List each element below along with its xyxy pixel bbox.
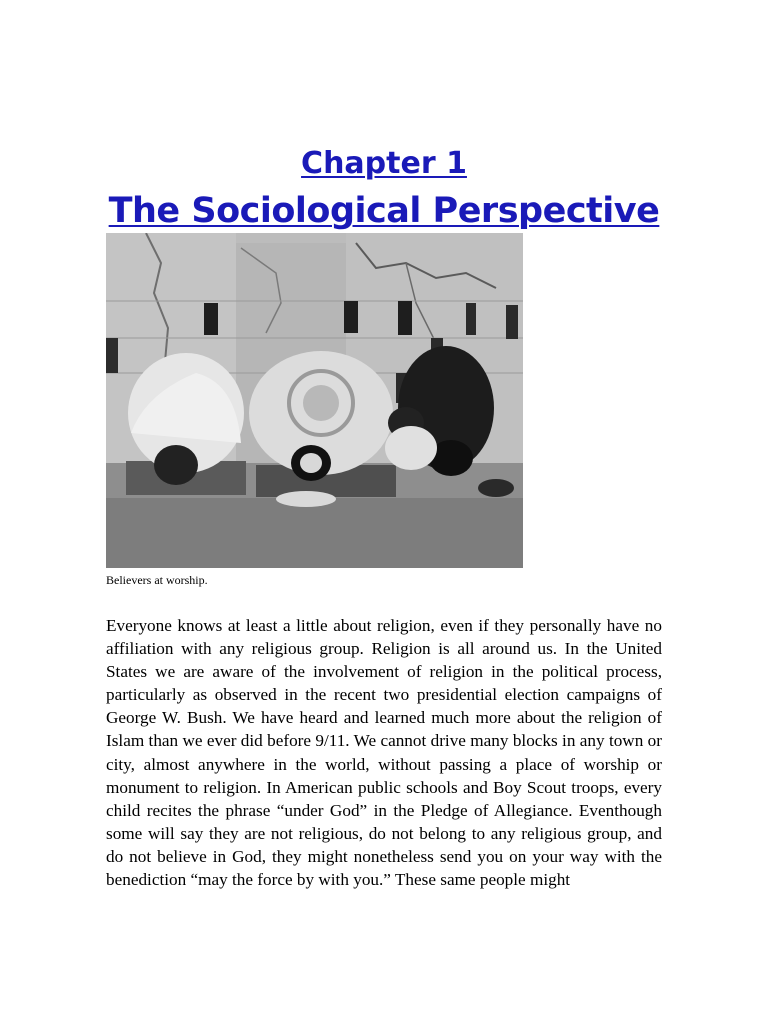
chapter-label[interactable]: Chapter 1: [301, 146, 467, 181]
worship-photo: [106, 233, 523, 568]
body-paragraph: Everyone knows at least a little about religion, even if they personally have no affiliation with any religious group. Religion is all around us. In the United States we are aware of the involvement of religion in the political process, particularly as observed in the recent two presidential election campaigns of George W. Bush. We have heard and learned much more about the religion of Islam than we ever did before 9/11. We cannot drive many blocks in any town or city, almost anywhere in the world, without passing a place of worship or monument to religion. In American public schools and Boy Scout troops, every child recites the phrase “under God” in the Pledge of Allegiance. Eventhough some will say they are not religious, do not belong to any religious group, and do not believe in God, they might nonetheless send you on your way with the benediction “may the force by with you.” These same people might: [106, 616, 662, 890]
photo-illustration: [106, 233, 523, 568]
photo-caption: Believers at worship.: [106, 573, 208, 587]
chapter-title[interactable]: The Sociological Perspective: [108, 191, 660, 231]
